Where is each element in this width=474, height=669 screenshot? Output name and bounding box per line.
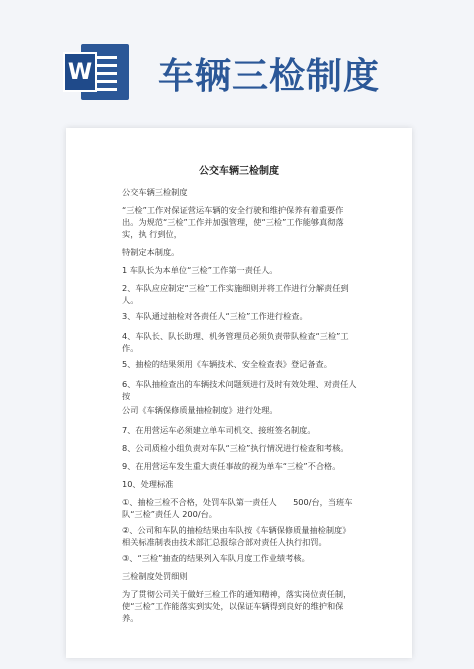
paragraph: 4、车队长、队长助理、机务管理员必须负责带队检查“三检”工作。 — [122, 331, 349, 353]
paragraph: 5、抽检的结果须用《车辆技术、安全检查表》登记备查。 — [122, 359, 332, 369]
document-title: 公交车辆三检制度 — [199, 166, 279, 177]
document-page — [66, 128, 412, 658]
paragraph: 10、处理标准 — [122, 479, 174, 489]
word-icon-badge: W — [63, 52, 97, 92]
paragraph: 2、车队应应制定“三检”工作实施细则并将工作进行分解责任到人。 — [122, 283, 349, 305]
paragraph: 为了贯彻公司关于做好三检工作的通知精神，落实岗位责任制，使“三检”工作能落实到实处，以保证车辆得到良好的维护和保养。 — [122, 589, 352, 623]
paragraph: 特制定本制度。 — [122, 247, 180, 257]
paragraph: 8、公司质检小组负责对车队“三检”执行情况进行检查和考核。 — [122, 443, 349, 453]
header-banner — [0, 0, 474, 120]
paragraph: “三检”工作对保证营运车辆的安全行驶和维护保养有着重要作出。为规范“三检”工作并加强管理，使“三检”工作能够真彻落实，执 行到位， — [122, 205, 344, 239]
paragraph: ③、“三检”抽查的结果列入车队月度工作业绩考核。 — [122, 553, 310, 563]
paragraph: 公交车辆三检制度 — [122, 187, 188, 197]
paragraph: 9、在用营运车发生重大责任事故的视为单车“三检”不合格。 — [122, 461, 341, 471]
paragraph: 6、车队抽检查出的车辆技术问题须进行及时有效处理、对责任人按 — [122, 379, 357, 401]
paragraph: 7、在用营运车必须建立单车司机交、接班签名制度。 — [122, 425, 316, 435]
paragraph: 1 车队长为本单位“三检”工作第一责任人。 — [122, 265, 278, 275]
paragraph: ②、公司和车队的抽检结果由车队按《车辆保修质量抽检制度》相关标准制表由技术部汇总报综合部对责任人执行扣罚。 — [122, 525, 351, 547]
word-document-icon — [63, 44, 129, 100]
paragraph: 三检制度处罚细则 — [122, 571, 188, 581]
paragraph: ①、抽检三检不合格，处罚车队第一责任人 500/台，当班车队“三检”责任人 200/台。 — [122, 497, 353, 519]
banner-title: 车辆三检制度 — [158, 56, 381, 97]
paragraph: 3、车队通过抽检对各责任人“三检”工作进行检查。 — [122, 311, 308, 321]
paragraph: 公司《车辆保修质量抽检制度》进行处理。 — [122, 405, 278, 415]
